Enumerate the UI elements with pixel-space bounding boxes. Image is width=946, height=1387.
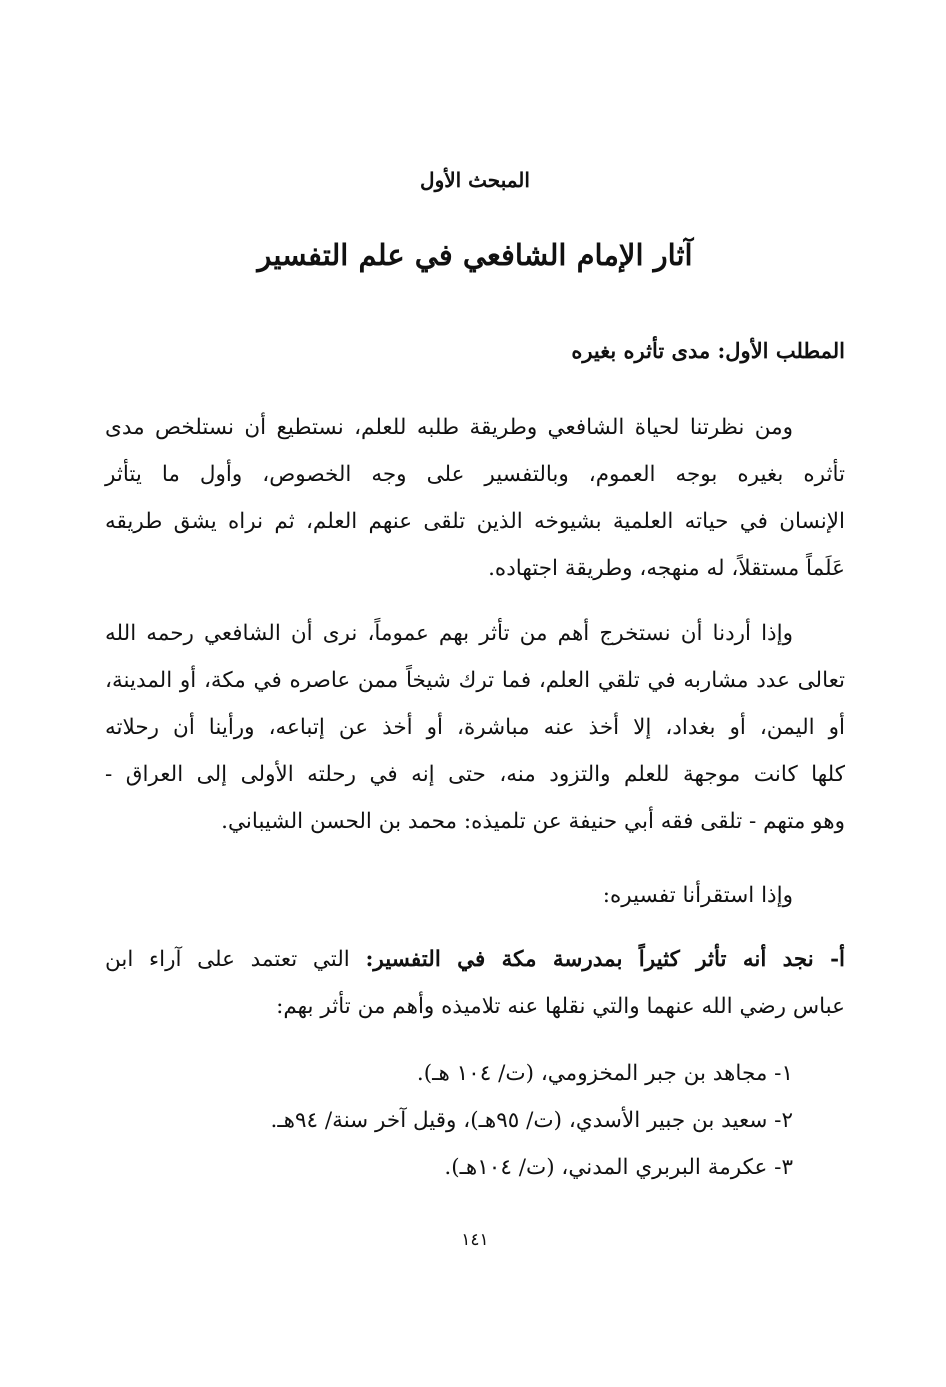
scholar-list: [105, 1050, 845, 1191]
text-line: وإذا أردنا أن نستخرج أهم من تأثر بهم عموماً، نرى أن الشافعي رحمه الله: [105, 621, 793, 646]
list-item: ٣- عكرمة البربري المدني، (ت/ ١٠٤هـ).: [444, 1155, 793, 1180]
paragraph-1: [105, 404, 845, 592]
text-line: عَلَماً مستقلاً، له منهجه، وطريقة اجتهاده.: [488, 556, 845, 581]
text-line: كلها كانت موجهة للعلم والتزود منه، حتى إنه في رحلته الأولى إلى العراق -: [105, 762, 845, 787]
paragraph-3: [105, 872, 845, 919]
text-line: الإنسان في حياته العلمية بشيوخه الذين تلقى عنهم العلم، ثم نراه يشق طريقه: [105, 509, 845, 534]
subsection-title: المطلب الأول: مدى تأثره بغيره: [571, 338, 845, 363]
paragraph-2: [105, 610, 845, 845]
text-line: تعالى عدد مشاربه في تلقي العلم، فما ترك شيخاً ممن عاصره في مكة، أو المدينة،: [105, 668, 845, 693]
item-a-rest: التي تعتمد على آراء ابن: [105, 947, 366, 972]
text-line: عباس رضي الله عنهما والتي نقلها عنه تلاميذه وأهم من تأثر بهم:: [276, 994, 845, 1019]
list-item: ١- مجاهد بن جبر المخزومي، (ت/ ١٠٤ هـ).: [416, 1061, 793, 1086]
chapter-title: آثار الإمام الشافعي في علم التفسير: [257, 238, 693, 272]
item-a-lead: أ- نجد أنه تأثر كثيراً بمدرسة مكة في التفسير:: [365, 947, 845, 972]
text-line: وهو متهم - تلقى فقه أبي حنيفة عن تلميذه: محمد بن الحسن الشيباني.: [221, 809, 845, 834]
page-number: ١٤١: [461, 1230, 489, 1250]
item-a: [105, 936, 845, 1030]
text-line: أو اليمن، أو بغداد، إلا أخذ عنه مباشرة، أو أخذ عن إتباعه، ورأينا أن رحلاته: [105, 715, 845, 740]
text-line: تأثره بغيره بوجه العموم، وبالتفسير على وجه الخصوص، وأول ما يتأثر: [105, 462, 845, 487]
text-line: وإذا استقرأنا تفسيره:: [602, 883, 793, 908]
section-label: المبحث الأول: [420, 168, 530, 192]
text-line: ومن نظرتنا لحياة الشافعي وطريقة طلبه للعلم، نستطيع أن نستلخص مدى: [105, 415, 793, 440]
list-item: ٢- سعيد بن جبير الأسدي، (ت/ ٩٥هـ)، وقيل آخر سنة/ ٩٤هـ.: [270, 1108, 793, 1133]
text-line: [105, 936, 845, 983]
